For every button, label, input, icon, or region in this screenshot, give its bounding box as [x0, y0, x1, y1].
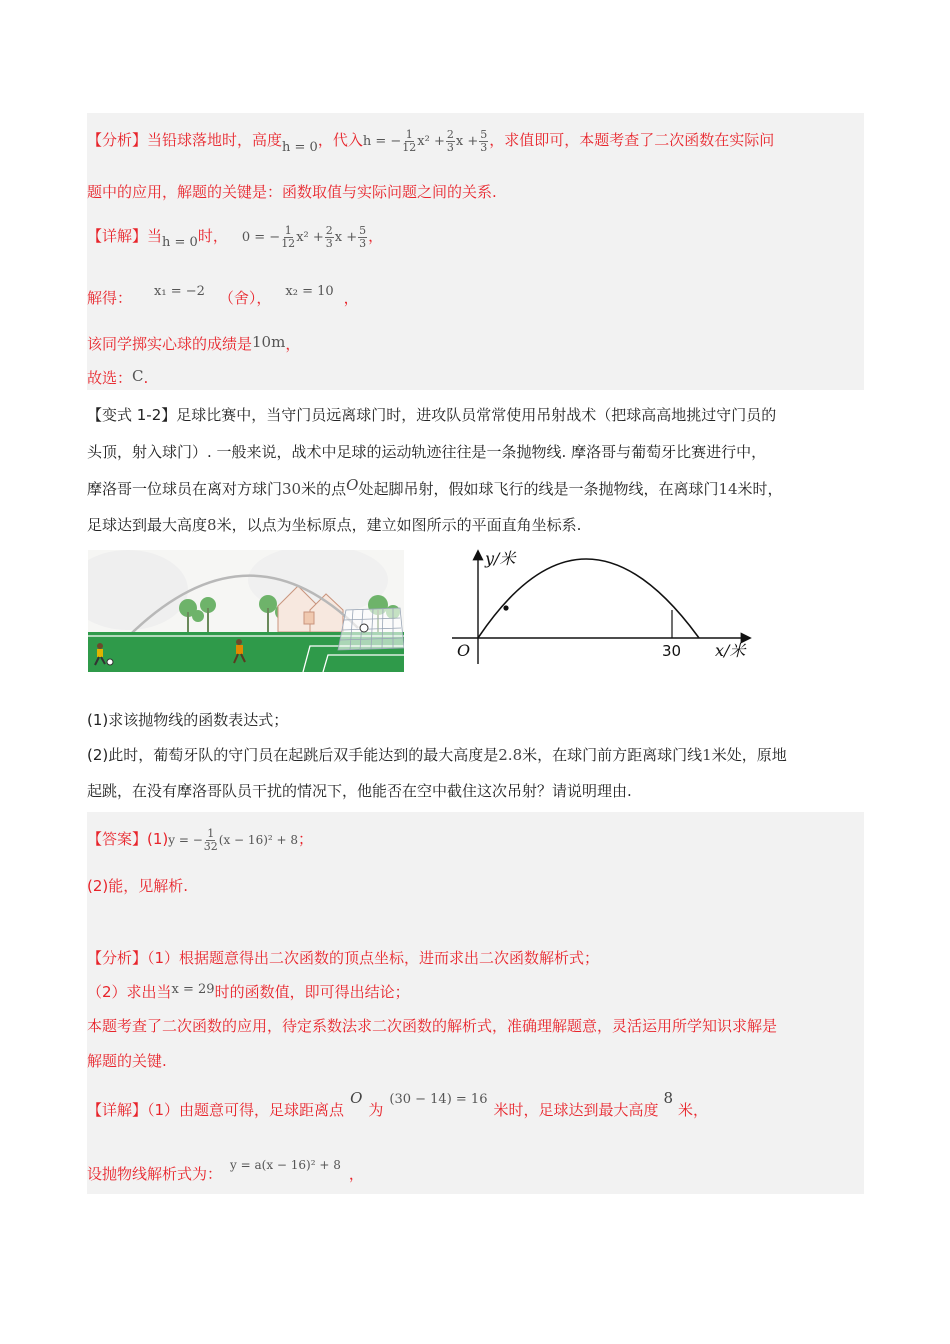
- analysis2-line-4: 解题的关键.: [87, 1052, 167, 1070]
- equation-zero: 0 = − $\frac{1}{12}$ x² + $\frac{2}{3}$ x + $\frac{5}{3}$: [241, 224, 367, 250]
- variant-tag: 【变式 1-2】: [87, 406, 177, 424]
- analysis-line-2: 题中的应用，解题的关键是：函数取值与实际问题之间的关系.: [87, 183, 497, 201]
- analysis2-tag: 【分析】: [87, 949, 148, 967]
- question-2-line-2: 起跳，在没有摩洛哥队员干扰的情况下，他能否在空中截住这次吊射？请说明理由.: [87, 782, 632, 800]
- x-axis-label: x/米: [715, 641, 746, 660]
- detail2-line-2: 设抛物线解析式为： $^{y = a(x - 16)^2 + 8}$ ，: [87, 1158, 364, 1183]
- analysis-line-1: 【分析】当铅球落地时，高度h = 0，代入h = − $\frac{1}{12}$ x² + $\frac{2}{3}$ x + $\frac{5}{3}$ ，求值即可，本题考查了二次函数在实际问: [87, 128, 775, 155]
- answer-tag: 【答案】: [87, 830, 148, 848]
- problem-line-2: 头顶，射入球门）. 一般来说，战术中足球的运动轨迹往往是一条抛物线. 摩洛哥与葡萄牙比赛进行中，: [87, 443, 767, 461]
- result-line: 该同学掷实心球的成绩是10m，: [87, 333, 301, 353]
- detail2-tag: 【详解】: [87, 1101, 148, 1119]
- detail-line-1: 【详解】当h = 0时， 0 = − $\frac{1}{12}$ x² + $\frac{2}{3}$ x + $\frac{5}{3}$ ，: [87, 224, 384, 250]
- problem-line-4: 足球达到最大高度8米，以点为坐标原点，建立如图所示的平面直角坐标系.: [87, 516, 582, 534]
- parabola: [478, 559, 699, 638]
- coordinate-graph: [447, 546, 757, 666]
- analysis2-line-3: 本题考查了二次函数的应用，待定系数法求二次函数的解析式，准确理解题意，灵活运用所学知识求解是: [87, 1017, 778, 1035]
- formula-h: h = − $\frac{1}{12}$ x² + $\frac{2}{3}$ x + $\frac{5}{3}$: [362, 128, 488, 154]
- goal-net: [338, 608, 404, 650]
- problem-line-3: 摩洛哥一位球员在离对方球门30米的点O处起脚吊射，假如球飞行的线是一条抛物线，在离球门14米时，: [87, 476, 783, 498]
- ball-icon: [360, 624, 368, 632]
- solve-line: 解得： x₁ = −2 （舍）， x₂ = 10 ，: [87, 284, 359, 307]
- analysis2-line-2: （2）求出当x = 29时的函数值，即可得出结论；: [87, 982, 410, 1001]
- origin-label: O: [457, 641, 471, 660]
- analysis-tag: 【分析】: [87, 131, 148, 149]
- detail-tag: 【详解】: [87, 227, 148, 245]
- analysis2-line-1: 【分析】（1）根据题意得出二次函数的顶点坐标，进而求出二次函数解析式；: [87, 949, 600, 967]
- problem-line-1: 【变式 1-2】足球比赛中，当守门员远离球门时，进攻队员常常使用吊射战术（把球高高地挑过守门员的: [87, 406, 777, 424]
- answer-formula: y = − $\frac{1}{32}$ (x − 16)² + 8: [168, 827, 299, 853]
- soccer-field-illustration: [88, 550, 404, 672]
- y-axis-label: y/米: [485, 549, 516, 568]
- answer-line-2: (2)能，见解析.: [87, 877, 189, 895]
- answer-line-1: 【答案】(1)y = − $\frac{1}{32}$ (x − 16)² + 8；: [87, 827, 314, 853]
- ball-point: [503, 605, 508, 610]
- question-2-line-1: (2)此时，葡萄牙队的守门员在起跳后双手能达到的最大高度是2.8米，在球门前方距离球门线1米处，原地: [87, 746, 787, 764]
- tick-30-label: 30: [662, 642, 682, 660]
- question-1: (1)求该抛物线的函数表达式；: [87, 711, 289, 729]
- choice-line: 故选：C.: [87, 367, 149, 387]
- detail2-line-1: 【详解】（1）由题意可得，足球距离点O为(30 − 14) = 16米时，足球达到最大高度8米，: [87, 1089, 709, 1119]
